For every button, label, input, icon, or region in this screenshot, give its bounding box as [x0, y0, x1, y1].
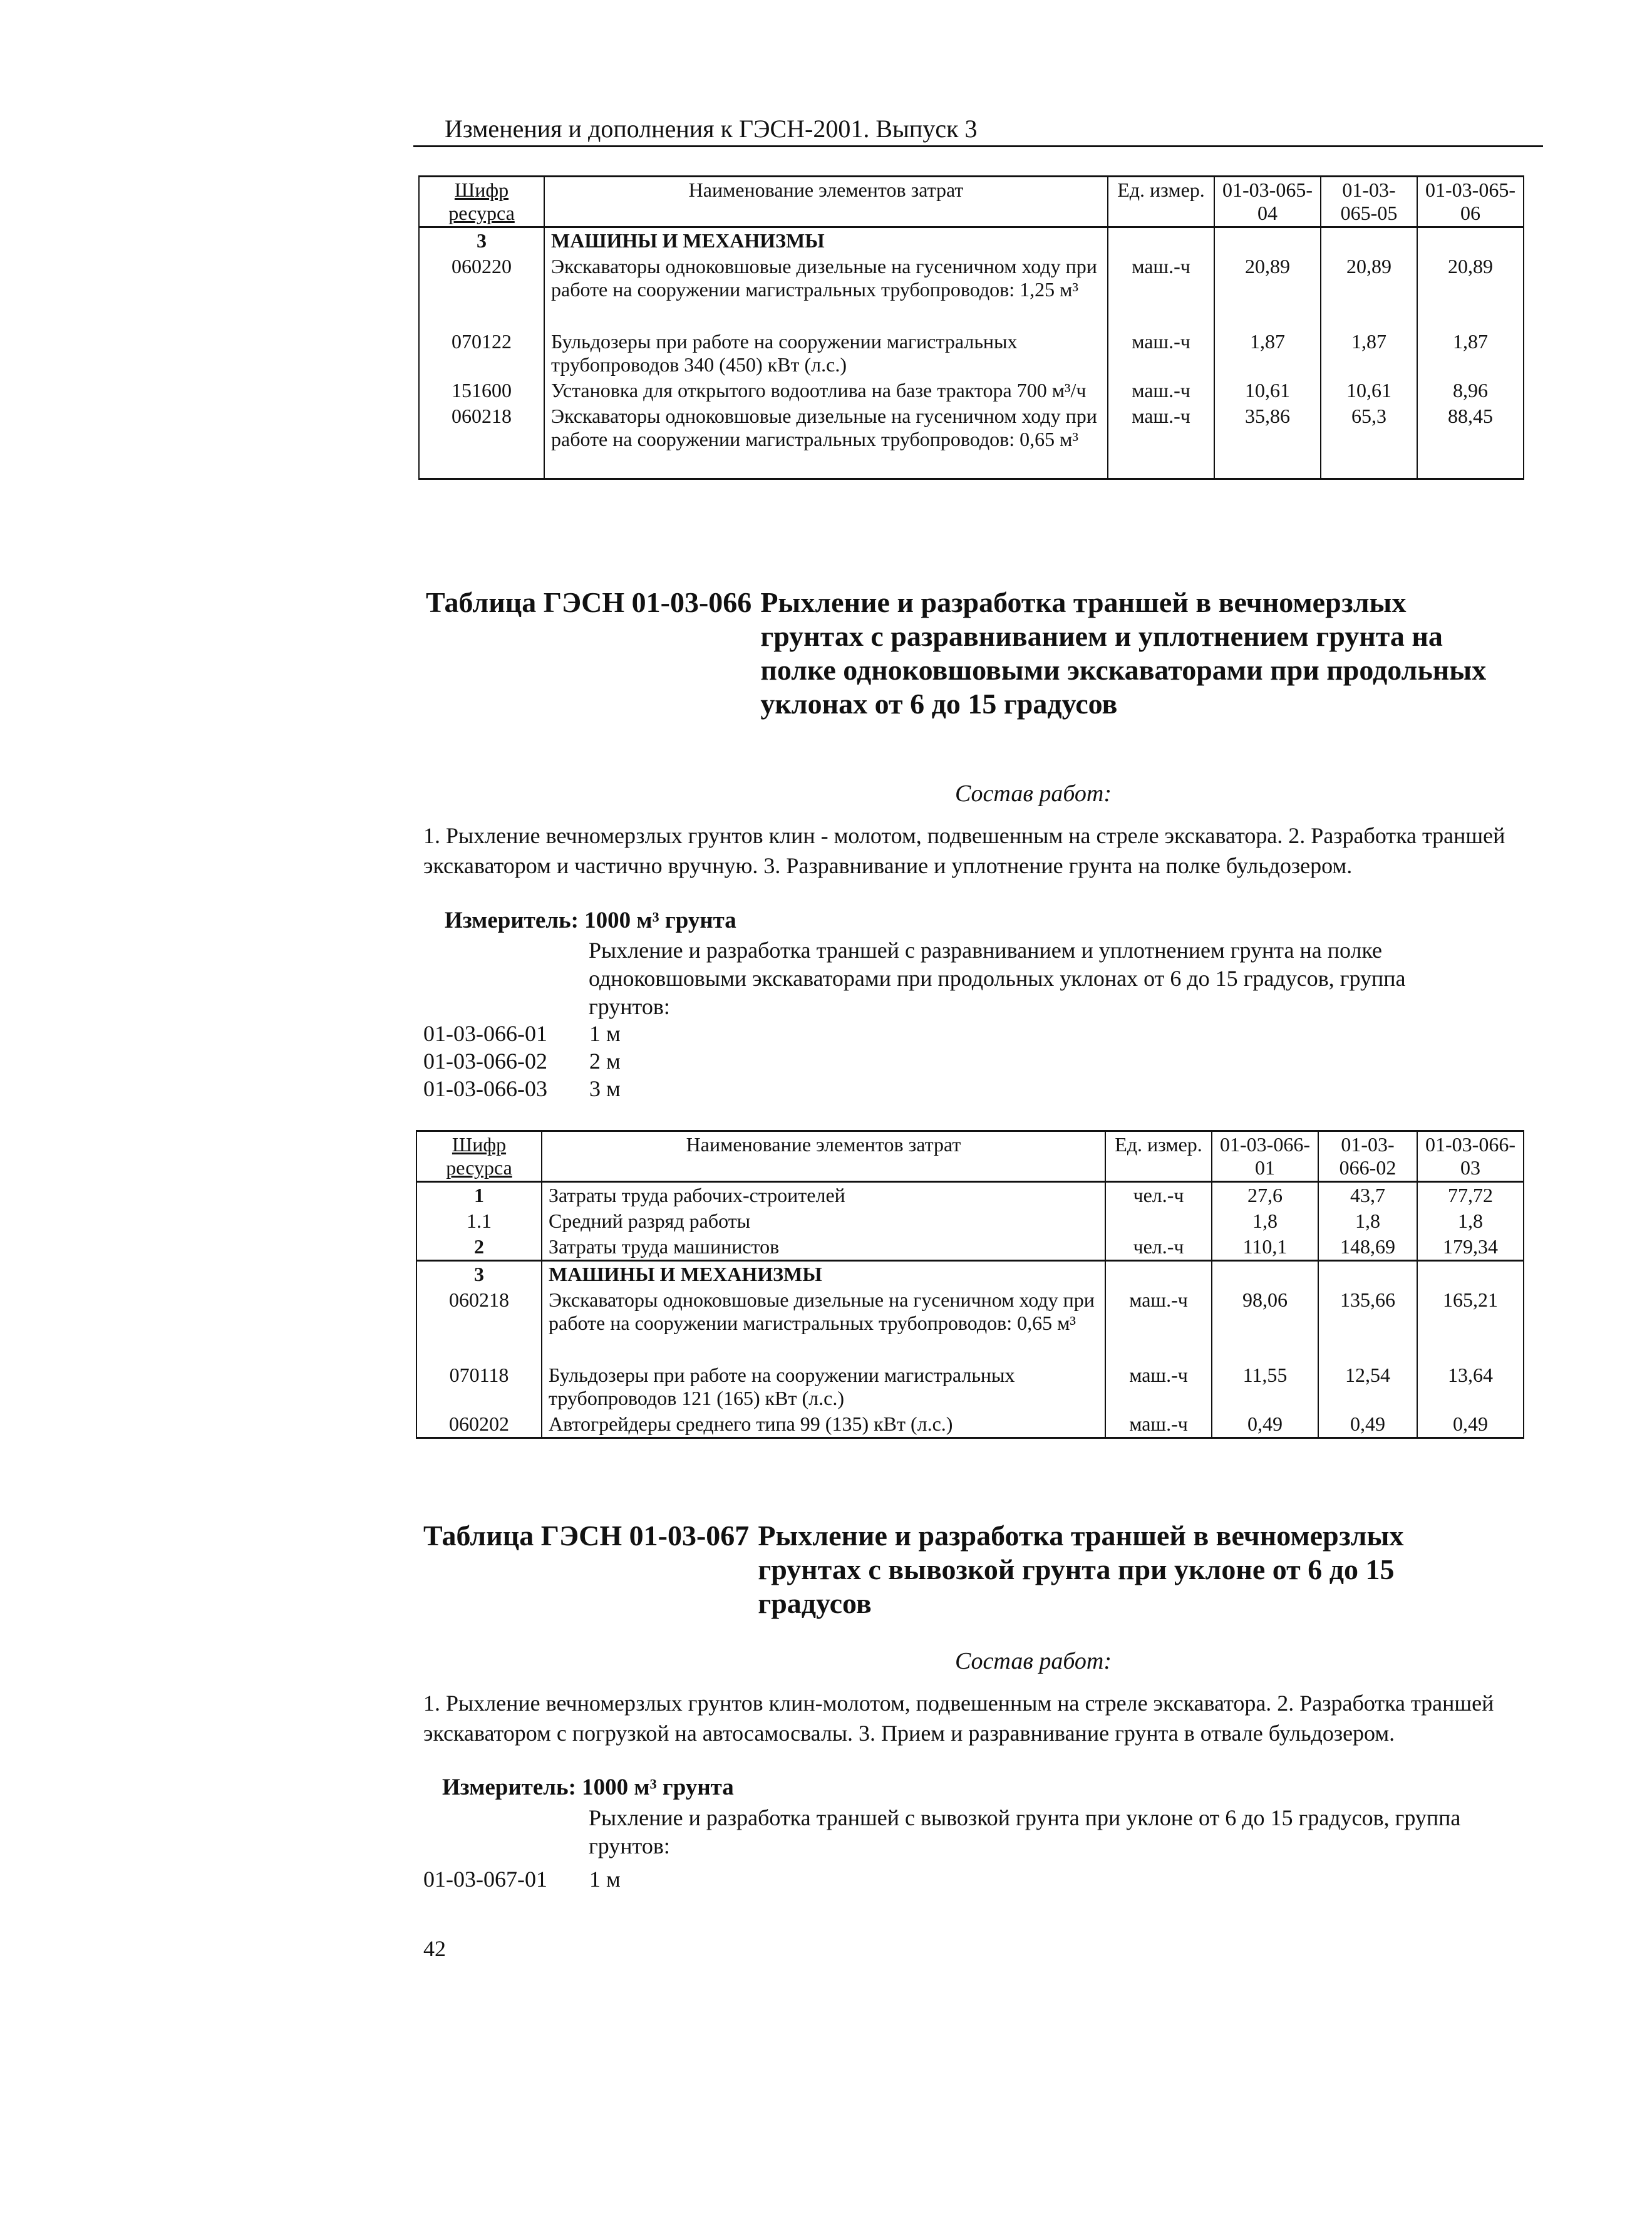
table-row — [416, 1208, 1524, 1234]
cell-name: МАШИНЫ И МЕХАНИЗМЫ — [544, 227, 1108, 254]
cell-unit: маш.-ч — [1105, 1411, 1212, 1438]
col-header-name: Наименование элементов затрат — [542, 1131, 1105, 1182]
cell-code: 060202 — [416, 1411, 542, 1438]
cell-v3: 1,87 — [1417, 329, 1524, 378]
table-header-row — [416, 1131, 1524, 1182]
norm-label: 1 м — [589, 1867, 621, 1892]
col-header-name: Наименование элементов затрат — [544, 177, 1108, 227]
section-066-code-list — [423, 1020, 987, 1102]
cell-name: Экскаваторы одноковшовые дизельные на гусеничном ходу при работе на сооружении магистральных трубопроводов: 0,65 м³ — [542, 1287, 1105, 1362]
cell-code: 060220 — [419, 254, 544, 329]
cell-v1 — [1212, 1261, 1318, 1288]
cell-v3: 77,72 — [1417, 1182, 1524, 1209]
table-row — [416, 1362, 1524, 1411]
cell-v1: 1,87 — [1214, 329, 1321, 378]
col-header-v3: 01-03-066-03 — [1417, 1131, 1524, 1182]
list-item — [423, 1865, 987, 1893]
section-067-composition-heading: Состав работ: — [954, 1648, 1112, 1674]
cell-v3: 88,45 — [1417, 403, 1524, 479]
section-067-composition-text: 1. Рыхление вечномерзлых грунтов клин-молотом, подвешенным на стреле экскаватора. 2. Разработка траншей экскаватором с погрузкой на автосамосвалы. 3. Прием и разравнивание грунта в отвале бульдозером. — [423, 1691, 1494, 1746]
cell-v1: 11,55 — [1212, 1362, 1318, 1411]
page-number: 42 — [423, 1936, 446, 1961]
cell-v2: 43,7 — [1318, 1182, 1417, 1209]
table-row — [419, 403, 1524, 479]
cell-unit: маш.-ч — [1105, 1287, 1212, 1362]
cell-v3: 20,89 — [1417, 254, 1524, 329]
cell-unit: маш.-ч — [1105, 1362, 1212, 1411]
cell-unit: чел.-ч — [1105, 1234, 1212, 1261]
cell-name: Затраты труда рабочих-строителей — [542, 1182, 1105, 1209]
resource-table-065 — [418, 175, 1524, 480]
cell-v3: 165,21 — [1417, 1287, 1524, 1362]
list-item — [423, 1020, 987, 1047]
section-066-title-text: Рыхление и разработка траншей в вечномерзлых грунтах с разравниванием и уплотнением грунта на полке одноковшовыми экскаваторами при продольных уклонах от 6 до 15 градусов — [760, 586, 1487, 720]
cell-v2: 0,49 — [1318, 1411, 1417, 1438]
col-header-v1: 01-03-066-01 — [1212, 1131, 1318, 1182]
cell-v3 — [1417, 227, 1524, 254]
cell-code: 060218 — [419, 403, 544, 479]
cell-code: 2 — [416, 1234, 542, 1261]
cell-unit — [1108, 227, 1214, 254]
section-067-measure: Измеритель: 1000 м³ грунта — [442, 1775, 734, 1800]
cell-v2: 1,8 — [1318, 1208, 1417, 1234]
cell-v3: 8,96 — [1417, 378, 1524, 403]
col-header-v2: 01-03-066-02 — [1318, 1131, 1417, 1182]
norm-code: 01-03-066-02 — [423, 1049, 547, 1074]
cell-name: Бульдозеры при работе на сооружении магистральных трубопроводов 121 (165) кВт (л.с.) — [542, 1362, 1105, 1411]
cell-name: Средний разряд работы — [542, 1208, 1105, 1234]
cell-v3: 179,34 — [1417, 1234, 1524, 1261]
cell-code: 070122 — [419, 329, 544, 378]
cell-v1: 98,06 — [1212, 1287, 1318, 1362]
section-067-title-text: Рыхление и разработка траншей в вечномерзлых грунтах с вывозкой грунта при уклоне от 6 до 15 градусов — [758, 1520, 1404, 1619]
cell-unit: чел.-ч — [1105, 1182, 1212, 1209]
section-066-description: Рыхление и разработка траншей с разравниванием и уплотнением грунта на полке одноковшовыми экскаваторами при продольных уклонах от 6 до 15 градусов, группа грунтов: — [589, 938, 1406, 1019]
cell-v2: 10,61 — [1321, 378, 1417, 403]
section-066-title — [426, 586, 1515, 721]
table-row — [416, 1411, 1524, 1438]
cell-v1: 10,61 — [1214, 378, 1321, 403]
cell-name: Бульдозеры при работе на сооружении магистральных трубопроводов 340 (450) кВт (л.с.) — [544, 329, 1108, 378]
cell-name: Затраты труда машинистов — [542, 1234, 1105, 1261]
cell-v2: 20,89 — [1321, 254, 1417, 329]
cell-name: Экскаваторы одноковшовые дизельные на гусеничном ходу при работе на сооружении магистральных трубопроводов: 1,25 м³ — [544, 254, 1108, 329]
col-header-unit: Ед. измер. — [1105, 1131, 1212, 1182]
cell-v2: 148,69 — [1318, 1234, 1417, 1261]
col-header-code: Шифр ресурса — [416, 1131, 542, 1182]
table-header-row — [419, 177, 1524, 227]
cell-code: 151600 — [419, 378, 544, 403]
col-header-code: Шифр ресурса — [419, 177, 544, 227]
cell-code: 060218 — [416, 1287, 542, 1362]
norm-code: 01-03-066-01 — [423, 1021, 547, 1046]
table-row — [419, 378, 1524, 403]
list-item — [423, 1047, 987, 1075]
cell-v3 — [1417, 1261, 1524, 1288]
cell-v1: 1,8 — [1212, 1208, 1318, 1234]
cell-unit — [1105, 1208, 1212, 1234]
cell-v3: 13,64 — [1417, 1362, 1524, 1411]
resource-table-066 — [416, 1130, 1524, 1439]
cell-unit: маш.-ч — [1108, 254, 1214, 329]
cell-unit: маш.-ч — [1108, 403, 1214, 479]
col-header-v1: 01-03-065-04 — [1214, 177, 1321, 227]
list-item — [423, 1075, 987, 1102]
cell-code: 070118 — [416, 1362, 542, 1411]
norm-label: 1 м — [589, 1021, 621, 1046]
table-row — [419, 227, 1524, 254]
cell-v1 — [1214, 227, 1321, 254]
section-066-title-lead: Таблица ГЭСН 01-03-066 — [426, 586, 752, 618]
cell-code: 3 — [419, 227, 544, 254]
running-header: Изменения и дополнения к ГЭСН-2001. Выпуск 3 — [413, 113, 1543, 147]
cell-v1: 20,89 — [1214, 254, 1321, 329]
section-066-composition-heading: Состав работ: — [954, 780, 1112, 807]
cell-name: МАШИНЫ И МЕХАНИЗМЫ — [542, 1261, 1105, 1288]
cell-name: Экскаваторы одноковшовые дизельные на гусеничном ходу при работе на сооружении магистральных трубопроводов: 0,65 м³ — [544, 403, 1108, 479]
col-header-v3: 01-03-065-06 — [1417, 177, 1524, 227]
cell-v3: 0,49 — [1417, 1411, 1524, 1438]
cell-v2: 135,66 — [1318, 1287, 1417, 1362]
cell-v1: 110,1 — [1212, 1234, 1318, 1261]
section-066-composition-text: 1. Рыхление вечномерзлых грунтов клин - молотом, подвешенным на стреле экскаватора. 2. Разработка траншей экскаватором и частично вручную. 3. Разравнивание и уплотнение грунта на полке бульдозером. — [423, 823, 1505, 878]
cell-v3: 1,8 — [1417, 1208, 1524, 1234]
cell-v2 — [1318, 1261, 1417, 1288]
norm-code: 01-03-067-01 — [423, 1867, 547, 1892]
section-067-title — [423, 1519, 1513, 1620]
cell-code: 1 — [416, 1182, 542, 1209]
cell-unit: маш.-ч — [1108, 329, 1214, 378]
cell-name: Автогрейдеры среднего типа 99 (135) кВт (л.с.) — [542, 1411, 1105, 1438]
cell-v1: 35,86 — [1214, 403, 1321, 479]
cell-v2: 12,54 — [1318, 1362, 1417, 1411]
cell-unit — [1105, 1261, 1212, 1288]
table-row — [416, 1182, 1524, 1209]
section-066-measure: Измеритель: 1000 м³ грунта — [445, 908, 736, 933]
cell-name: Установка для открытого водоотлива на базе трактора 700 м³/ч — [544, 378, 1108, 403]
cell-v2 — [1321, 227, 1417, 254]
cell-v1: 27,6 — [1212, 1182, 1318, 1209]
cell-v2: 65,3 — [1321, 403, 1417, 479]
norm-label: 2 м — [589, 1049, 621, 1074]
cell-v1: 0,49 — [1212, 1411, 1318, 1438]
cell-code: 3 — [416, 1261, 542, 1288]
col-header-unit: Ед. измер. — [1108, 177, 1214, 227]
col-header-v2: 01-03-065-05 — [1321, 177, 1417, 227]
table-row — [416, 1261, 1524, 1288]
norm-code: 01-03-066-03 — [423, 1076, 547, 1101]
table-row — [416, 1234, 1524, 1261]
cell-v2: 1,87 — [1321, 329, 1417, 378]
table-row — [416, 1287, 1524, 1362]
table-row — [419, 329, 1524, 378]
norm-label: 3 м — [589, 1076, 621, 1101]
section-067-code-list — [423, 1865, 987, 1893]
section-067-description: Рыхление и разработка траншей с вывозкой грунта при уклоне от 6 до 15 градусов, группа грунтов: — [589, 1805, 1461, 1858]
cell-unit: маш.-ч — [1108, 378, 1214, 403]
section-067-title-lead: Таблица ГЭСН 01-03-067 — [423, 1520, 750, 1552]
table-row — [419, 254, 1524, 329]
cell-code: 1.1 — [416, 1208, 542, 1234]
